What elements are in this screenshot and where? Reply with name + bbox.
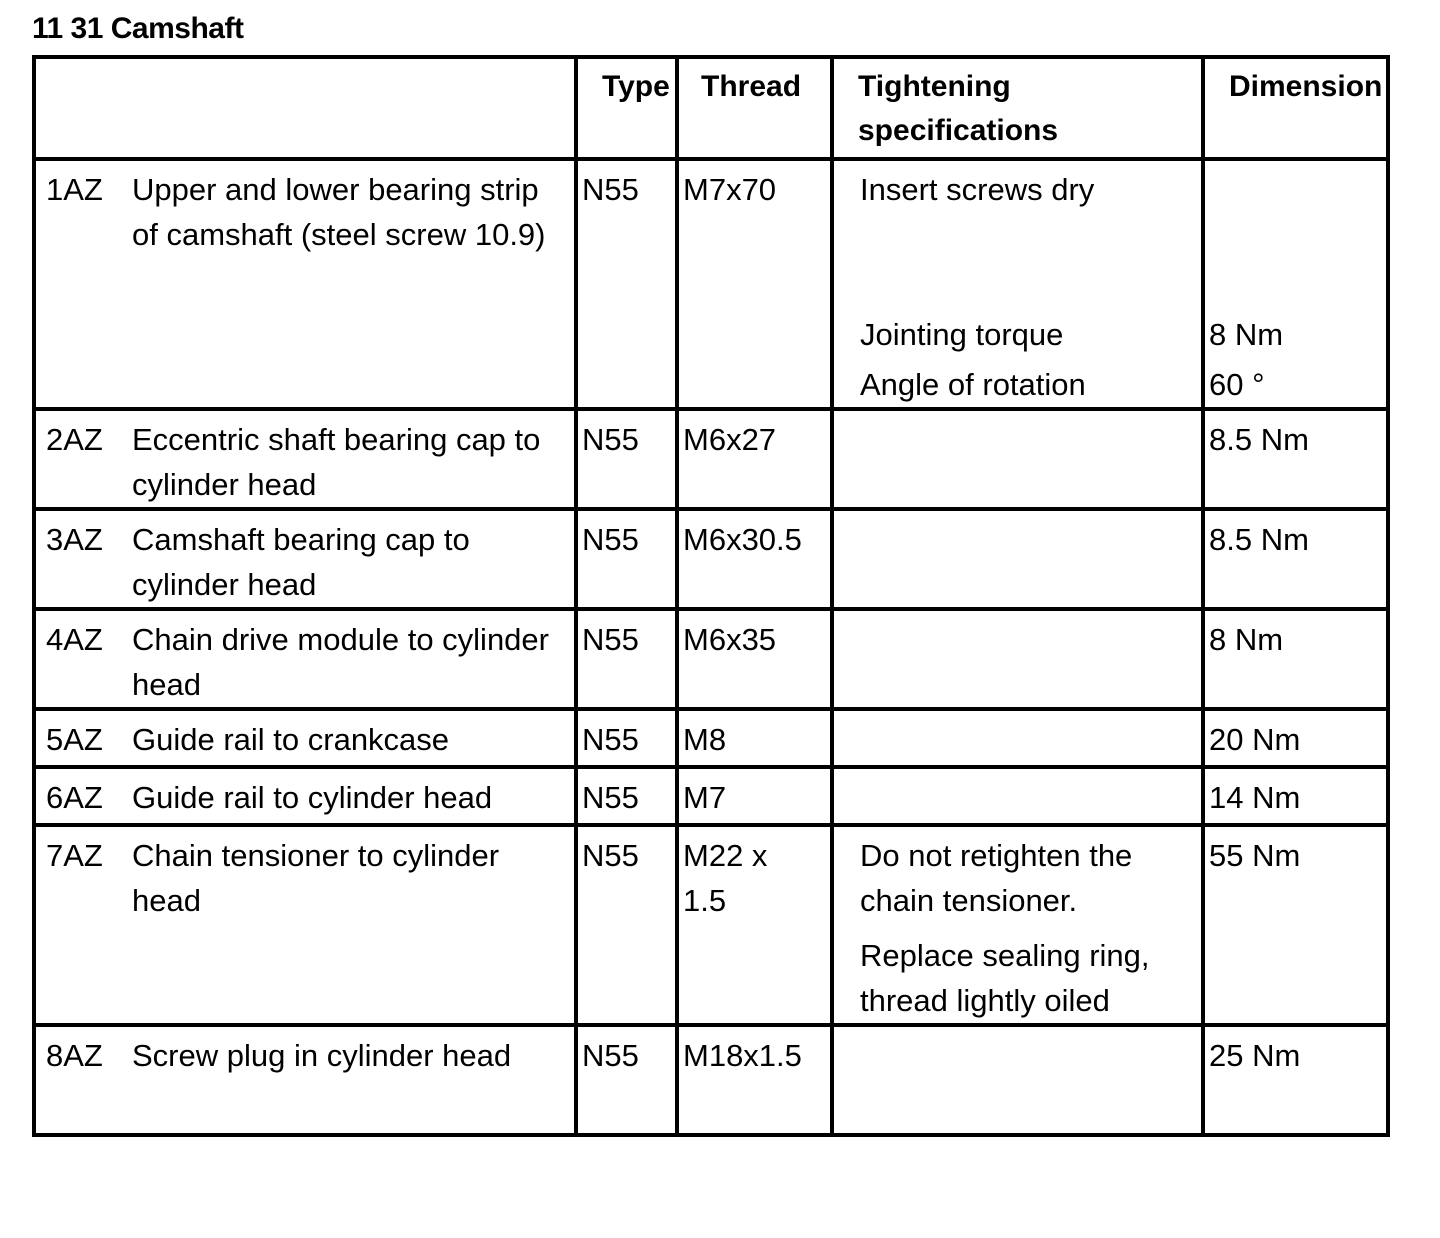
table-header-row	[34, 57, 1388, 159]
description-cell	[34, 709, 576, 767]
table-row	[34, 825, 1388, 1025]
type-cell: N55	[576, 409, 677, 509]
spec-paragraph: Replace sealing ring, thread lightly oiled	[860, 938, 1150, 1018]
dimension-line: 60 °	[1209, 367, 1265, 402]
tightening-cell	[832, 159, 1203, 409]
position-number: 4AZ	[46, 622, 103, 657]
dimension-cell: 8 Nm	[1203, 609, 1388, 709]
tightening-cell	[832, 609, 1203, 709]
header-dimension: Dimension	[1203, 57, 1388, 159]
position-number: 2AZ	[46, 422, 103, 457]
spec-line: Jointing torque	[860, 317, 1064, 352]
dimension-cell: 8.5 Nm	[1203, 409, 1388, 509]
spec-line: Angle of rotation	[860, 367, 1086, 402]
description-text: Eccentric shaft bearing cap to cylinder head	[132, 422, 541, 502]
thread-cell: M7x70	[677, 159, 832, 409]
tightening-cell	[832, 767, 1203, 825]
thread-cell: M6x35	[677, 609, 832, 709]
dimension-cell: 25 Nm	[1203, 1025, 1388, 1135]
dimension-line: 8 Nm	[1209, 317, 1284, 352]
position-number: 5AZ	[46, 722, 103, 757]
table-row	[34, 767, 1388, 825]
tightening-cell	[832, 509, 1203, 609]
type-cell: N55	[576, 609, 677, 709]
table-row	[34, 509, 1388, 609]
table-row	[34, 709, 1388, 767]
tightening-cell	[832, 825, 1203, 1025]
spec-line: Insert screws dry	[860, 172, 1095, 207]
type-cell: N55	[576, 825, 677, 1025]
type-cell: N55	[576, 1025, 677, 1135]
dimension-cell: 55 Nm	[1203, 825, 1388, 1025]
torque-spec-table	[32, 55, 1390, 1137]
thread-cell: M6x27	[677, 409, 832, 509]
description-cell	[34, 825, 576, 1025]
type-cell: N55	[576, 509, 677, 609]
description-text: Upper and lower bearing strip of camshaft (steel screw 10.9)	[132, 172, 546, 252]
table-row	[34, 609, 1388, 709]
thread-cell: M8	[677, 709, 832, 767]
description-cell	[34, 159, 576, 409]
dimension-cell	[1203, 159, 1388, 409]
position-number: 1AZ	[46, 172, 103, 207]
description-cell	[34, 1025, 576, 1135]
description-text: Chain drive module to cylinder head	[132, 622, 549, 702]
tightening-cell	[832, 409, 1203, 509]
dimension-cell: 8.5 Nm	[1203, 509, 1388, 609]
dimension-cell: 20 Nm	[1203, 709, 1388, 767]
position-number: 7AZ	[46, 838, 103, 873]
page-title: 11 31 Camshaft	[32, 12, 244, 45]
thread-cell: M22 x 1.5	[677, 825, 832, 1025]
description-cell	[34, 609, 576, 709]
description-cell	[34, 509, 576, 609]
header-thread: Thread	[677, 57, 832, 159]
tightening-cell	[832, 1025, 1203, 1135]
thread-cell: M7	[677, 767, 832, 825]
description-cell	[34, 767, 576, 825]
position-number: 8AZ	[46, 1038, 103, 1073]
table-row	[34, 159, 1388, 409]
description-text: Chain tensioner to cylinder head	[132, 838, 500, 918]
thread-cell: M6x30.5	[677, 509, 832, 609]
position-number: 6AZ	[46, 780, 103, 815]
description-text: Camshaft bearing cap to cylinder head	[132, 522, 470, 602]
tightening-cell	[832, 709, 1203, 767]
table-row	[34, 409, 1388, 509]
description-cell	[34, 409, 576, 509]
description-text: Guide rail to crankcase	[132, 722, 450, 757]
table-row	[34, 1025, 1388, 1135]
dimension-cell: 14 Nm	[1203, 767, 1388, 825]
thread-cell: M18x1.5	[677, 1025, 832, 1135]
position-number: 3AZ	[46, 522, 103, 557]
header-blank	[34, 57, 576, 159]
type-cell: N55	[576, 159, 677, 409]
type-cell: N55	[576, 767, 677, 825]
description-text: Guide rail to cylinder head	[132, 780, 493, 815]
header-type: Type	[576, 57, 677, 159]
description-text: Screw plug in cylinder head	[132, 1038, 512, 1073]
spec-paragraph: Do not retighten the chain tensioner.	[860, 838, 1133, 918]
type-cell: N55	[576, 709, 677, 767]
header-tightening-specifications: Tightening specifications	[832, 57, 1203, 159]
